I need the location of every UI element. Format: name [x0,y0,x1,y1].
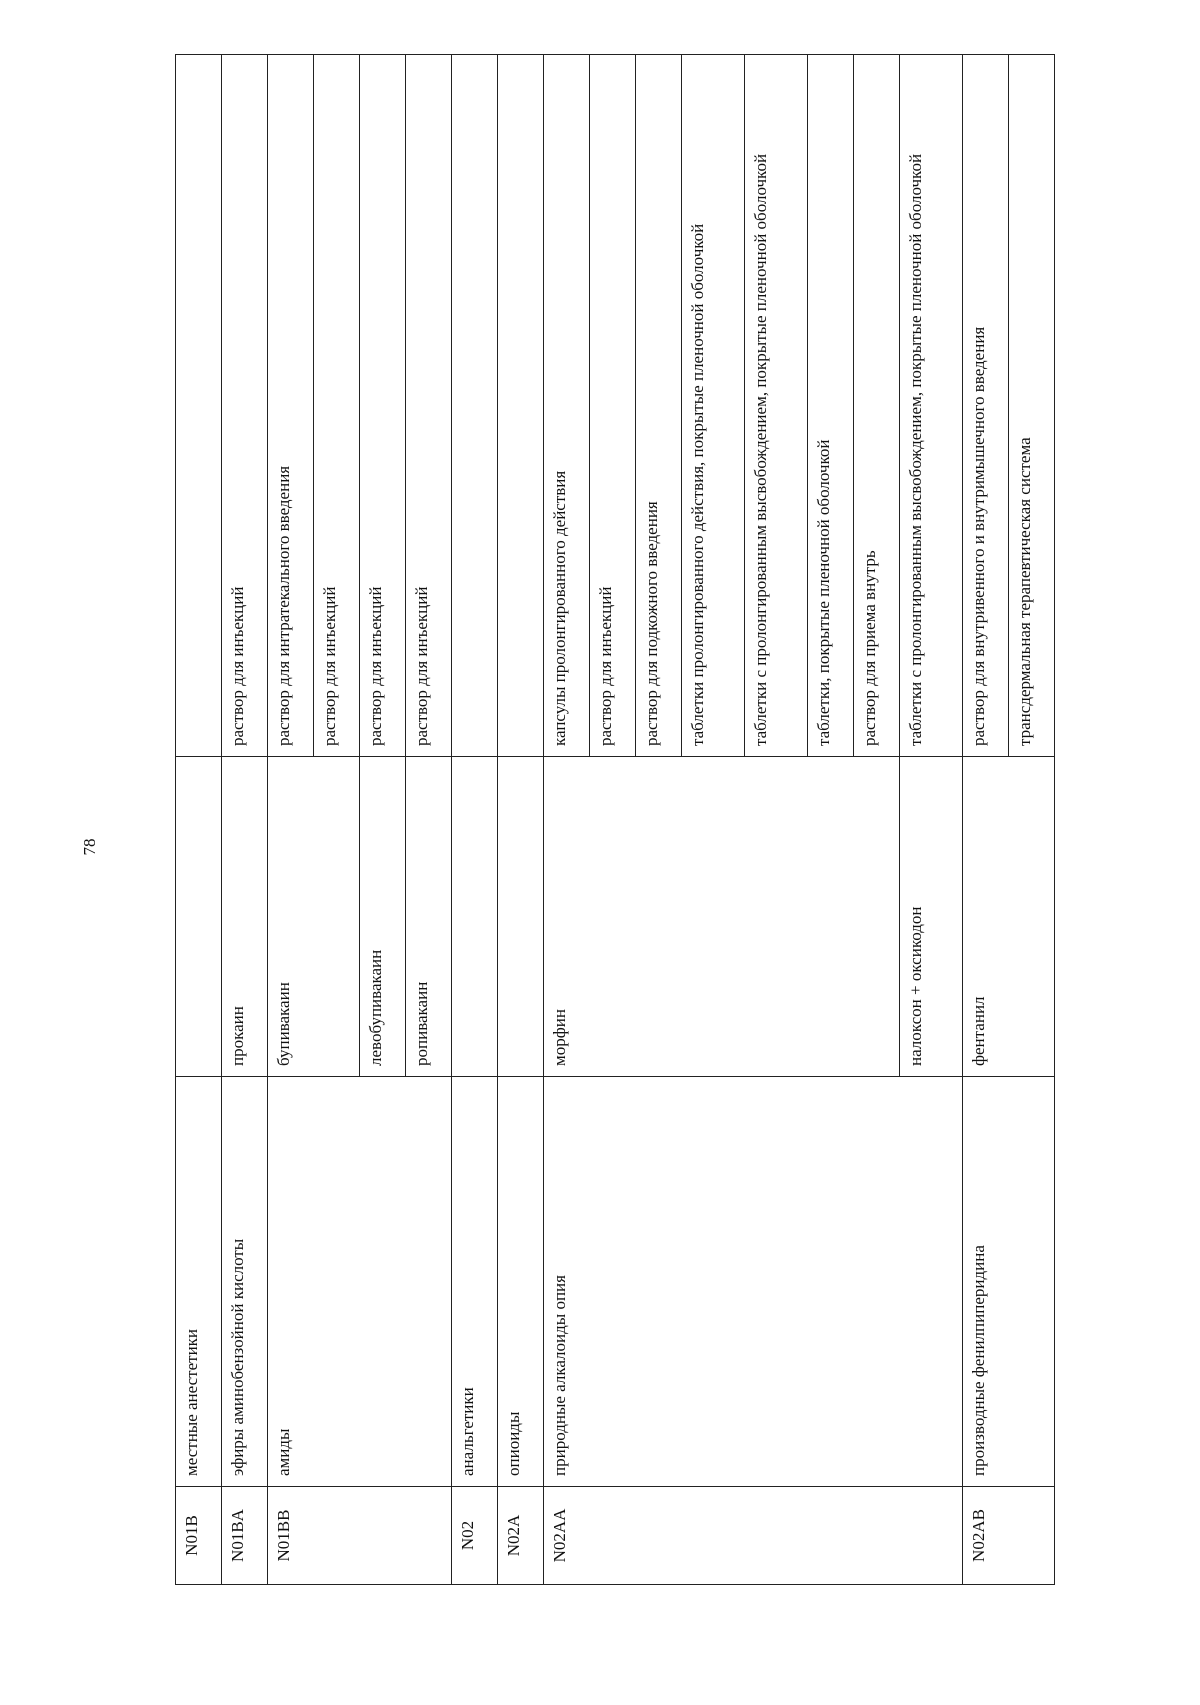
table-row [544,55,590,1585]
group-name-cell: амиды [268,1077,452,1487]
dosage-form-cell: раствор для инъекций [222,55,268,757]
table-row [498,55,544,1585]
drug-name-cell: левобупивакаин [360,757,406,1077]
atc-code-cell: N01BB [268,1487,452,1585]
drug-name-cell [498,757,544,1077]
dosage-form-cell: раствор для интратекального введения [268,55,314,757]
table-region [175,55,1100,1585]
dosage-form-cell [452,55,498,757]
table-row [452,55,498,1585]
dosage-form-cell: таблетки с пролонгированным высвобождением, покрытые пленочной оболочкой [745,55,808,757]
drug-name-cell [176,757,222,1077]
atc-code-cell: N02 [452,1487,498,1585]
group-name-cell: опиоиды [498,1077,544,1487]
drug-name-cell: ропивакаин [406,757,452,1077]
group-name-cell: природные алкалоиды опия [544,1077,963,1487]
dosage-form-cell: раствор для инъекций [314,55,360,757]
dosage-form-cell: раствор для приема внутрь [854,55,900,757]
rotated-table-container [175,55,1100,1585]
table-row [268,55,314,1585]
dosage-form-cell [176,55,222,757]
page-number: 78 [80,838,99,856]
atc-code-cell: N01BA [222,1487,268,1585]
drug-name-cell: налоксон + оксикодон [900,757,963,1077]
drug-name-cell: прокаин [222,757,268,1077]
dosage-form-cell: раствор для подкожного введения [636,55,682,757]
drug-name-cell: морфин [544,757,900,1077]
drug-name-cell [452,757,498,1077]
table-row [963,55,1009,1585]
dosage-form-cell: таблетки, покрытые пленочной оболочкой [808,55,854,757]
dosage-form-cell: таблетки пролонгированного действия, покрытые пленочной оболочкой [682,55,745,757]
group-name-cell: местные анестетики [176,1077,222,1487]
drug-name-cell: фентанил [963,757,1055,1077]
atc-code-cell: N02A [498,1487,544,1585]
table-row [222,55,268,1585]
dosage-form-cell: таблетки с пролонгированным высвобождением, покрытые пленочной оболочкой [900,55,963,757]
group-name-cell: производные фенилпиперидина [963,1077,1055,1487]
atc-code-cell: N02AA [544,1487,963,1585]
dosage-form-cell: раствор для инъекций [590,55,636,757]
group-name-cell: анальгетики [452,1077,498,1487]
group-name-cell: эфиры аминобензойной кислоты [222,1077,268,1487]
dosage-form-cell: раствор для инъекций [360,55,406,757]
dosage-form-cell: трансдермальная терапевтическая система [1009,55,1055,757]
atc-code-cell: N01B [176,1487,222,1585]
dosage-form-cell: раствор для внутривенного и внутримышечного введения [963,55,1009,757]
drug-name-cell: бупивакаин [268,757,360,1077]
dosage-form-cell: капсулы пролонгированного действия [544,55,590,757]
atc-code-cell: N02AB [963,1487,1055,1585]
table-row [176,55,222,1585]
dosage-form-cell [498,55,544,757]
dosage-form-cell: раствор для инъекций [406,55,452,757]
drug-classification-table [175,54,1055,1585]
